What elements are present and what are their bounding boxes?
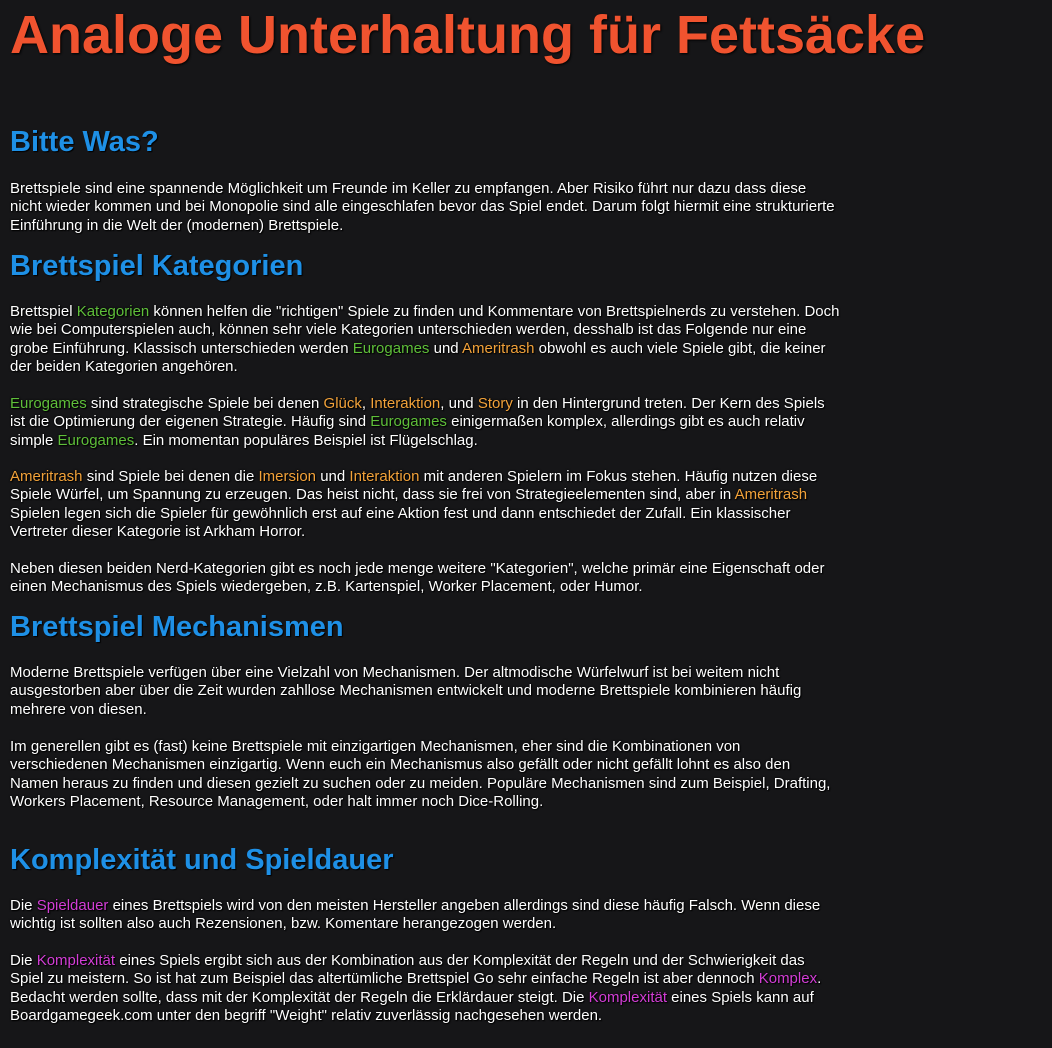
paragraph-text: Brettspiele sind eine spannende Möglichkeit um Freunde im Keller zu empfangen. Aber Risiko führt nur dazu dass diese nicht wieder kommen und bei Monopolie sind alle eingeschlafen bevor das Spiel endet. Darum folgt hiermit eine strukturierte Einführung in die Welt der (modernen) Brettspiele. (10, 180, 835, 234)
paragraph-text: . Bedacht werden sollte, dass mit der Komplexität der Regeln die Erklärdauer steigt. Die (10, 970, 822, 1006)
paragraph-text: eines Spiels kann auf Boardgamegeek.com unter den begriff "Weight" relativ zuverlässig nachgesehen werden. (10, 988, 814, 1025)
paragraph-text: eines Brettspiels wird von den meisten Hersteller angeben allerdings sind diese häufig Falsch. Wenn diese wichtig ist sollten also auch Rezensionen, bzw. Komentare herangezogen werden. (10, 897, 821, 933)
paragraph-text: Moderne Brettspiele verfügen über eine Vielzahl von Mechanismen. Der altmodische Würfelwurf ist bei weitem nicht ausgestorben aber über die Zeit wurden zahllose Mechanismen entwickelt und moderne Brettspiele kombinieren häufig mehrere von diesen. (10, 664, 802, 718)
paragraph (10, 468, 840, 542)
paragraph (10, 303, 840, 377)
paragraph-text: sind strategische Spiele bei denen (86, 395, 324, 412)
paragraph-text: , (361, 395, 371, 412)
highlighted-term: Interaktion (349, 468, 420, 485)
highlighted-term: Eurogames (370, 413, 447, 431)
highlighted-term: Kategorien (76, 303, 150, 320)
section-heading-mechanismen: Brettspiel Mechanismen (10, 611, 344, 643)
paragraph-text: obwohl es auch viele Spiele gibt, die keiner der beiden Kategorien angehören. (10, 339, 826, 376)
paragraph (10, 738, 840, 812)
paragraph-text: eines Spiels ergibt sich aus der Kombination aus der Komplexität der Regeln und der Schwierigkeit das Spiel zu meistern. So ist hat zum Beispiel das altertümliche Brettspiel Go sehr einfache Regeln ist aber dennoch (10, 952, 805, 988)
paragraph-text: in den Hintergrund treten. Der Kern des Spiels ist die Optimierung der eigenen Strategie. Häufig sind (10, 395, 825, 431)
highlighted-term: Glück (323, 395, 362, 412)
paragraph-text: , und (440, 395, 478, 412)
paragraph (10, 395, 840, 450)
page-title: Analoge Unterhaltung für Fettsäcke (10, 5, 926, 65)
paragraph-text: . Ein momentan populäres Beispiel ist Flügelschlag. (134, 431, 478, 449)
paragraph-text: und (429, 339, 462, 357)
highlighted-term: Interaktion (370, 395, 441, 412)
paragraph-text: Brettspiel (10, 303, 77, 320)
paragraph-text: mit anderen Spielern im Fokus stehen. Häufig nutzen diese Spiele Würfel, um Spannung zu erzeugen. Das heist nicht, dass sie frei von Strategieelementen sind, aber in (10, 468, 818, 504)
highlighted-term: Eurogames (352, 339, 430, 357)
highlighted-term: Story (477, 395, 513, 412)
paragraph (10, 952, 840, 1026)
paragraph-text: Die (10, 952, 37, 969)
paragraph-text: können helfen die "richtigen" Spiele zu finden und Kommentare von Brettspielnerds zu verstehen. Doch wie bei Computerspielen auch, können sehr viele Kategorien unterschieden werden, desshalb ist das Folgende nur eine grobe Einführung. Klassisch unterschieden werden (10, 303, 840, 357)
highlighted-term: Eurogames (10, 395, 87, 412)
highlighted-term: Ameritrash (734, 486, 808, 504)
paragraph-text: Spielen legen sich die Spieler für gewöhnlich erst auf eine Aktion fest und dann entschiedet der Zufall. Ein klassischer Vertreter dieser Kategorie ist Arkham Horror. (10, 504, 791, 541)
paragraph (10, 180, 840, 235)
highlighted-term: Komplexität (36, 952, 116, 969)
paragraph-text: Neben diesen beiden Nerd-Kategorien gibt es noch jede menge weitere "Kategorien", welche primär eine Eigenschaft oder einen Mechanismus des Spiels wiedergeben, z.B. Kartenspiel, Worker Placement, oder Humor. (10, 560, 825, 596)
paragraph (10, 560, 840, 597)
paragraph-text: Die (10, 897, 37, 914)
paragraph-text: und (316, 468, 350, 485)
highlighted-term: Imersion (258, 468, 317, 485)
paragraph (10, 897, 840, 934)
highlighted-term: Eurogames (57, 431, 135, 449)
paragraph (10, 664, 840, 719)
section-heading-kategorien: Brettspiel Kategorien (10, 250, 304, 282)
highlighted-term: Ameritrash (10, 468, 83, 485)
section-heading-bitte-was: Bitte Was? (10, 126, 159, 158)
paragraph-text: Im generellen gibt es (fast) keine Brettspiele mit einzigartigen Mechanismen, eher sind die Kombinationen von verschiedenen Mechanismen einzigartig. Wenn euch ein Mechanismus also gefällt oder nicht gefällt lohnt es also den Namen heraus zu finden und diesen gezielt zu suchen oder zu meiden. Populäre Mechanismen sind zum Beispiel, Drafting, Workers Placement, Resource Management, oder halt immer noch Dice-Rolling. (10, 738, 831, 811)
paragraph-text: sind Spiele bei denen die (82, 468, 259, 485)
highlighted-term: Ameritrash (461, 339, 535, 357)
highlighted-term: Spieldauer (36, 897, 109, 914)
highlighted-term: Komplexität (588, 988, 667, 1006)
paragraph-text: einigermaßen komplex, allerdings gibt es auch relativ simple (10, 413, 805, 449)
highlighted-term: Komplex (758, 970, 818, 988)
section-heading-komplexitaet: Komplexität und Spieldauer (10, 844, 394, 876)
